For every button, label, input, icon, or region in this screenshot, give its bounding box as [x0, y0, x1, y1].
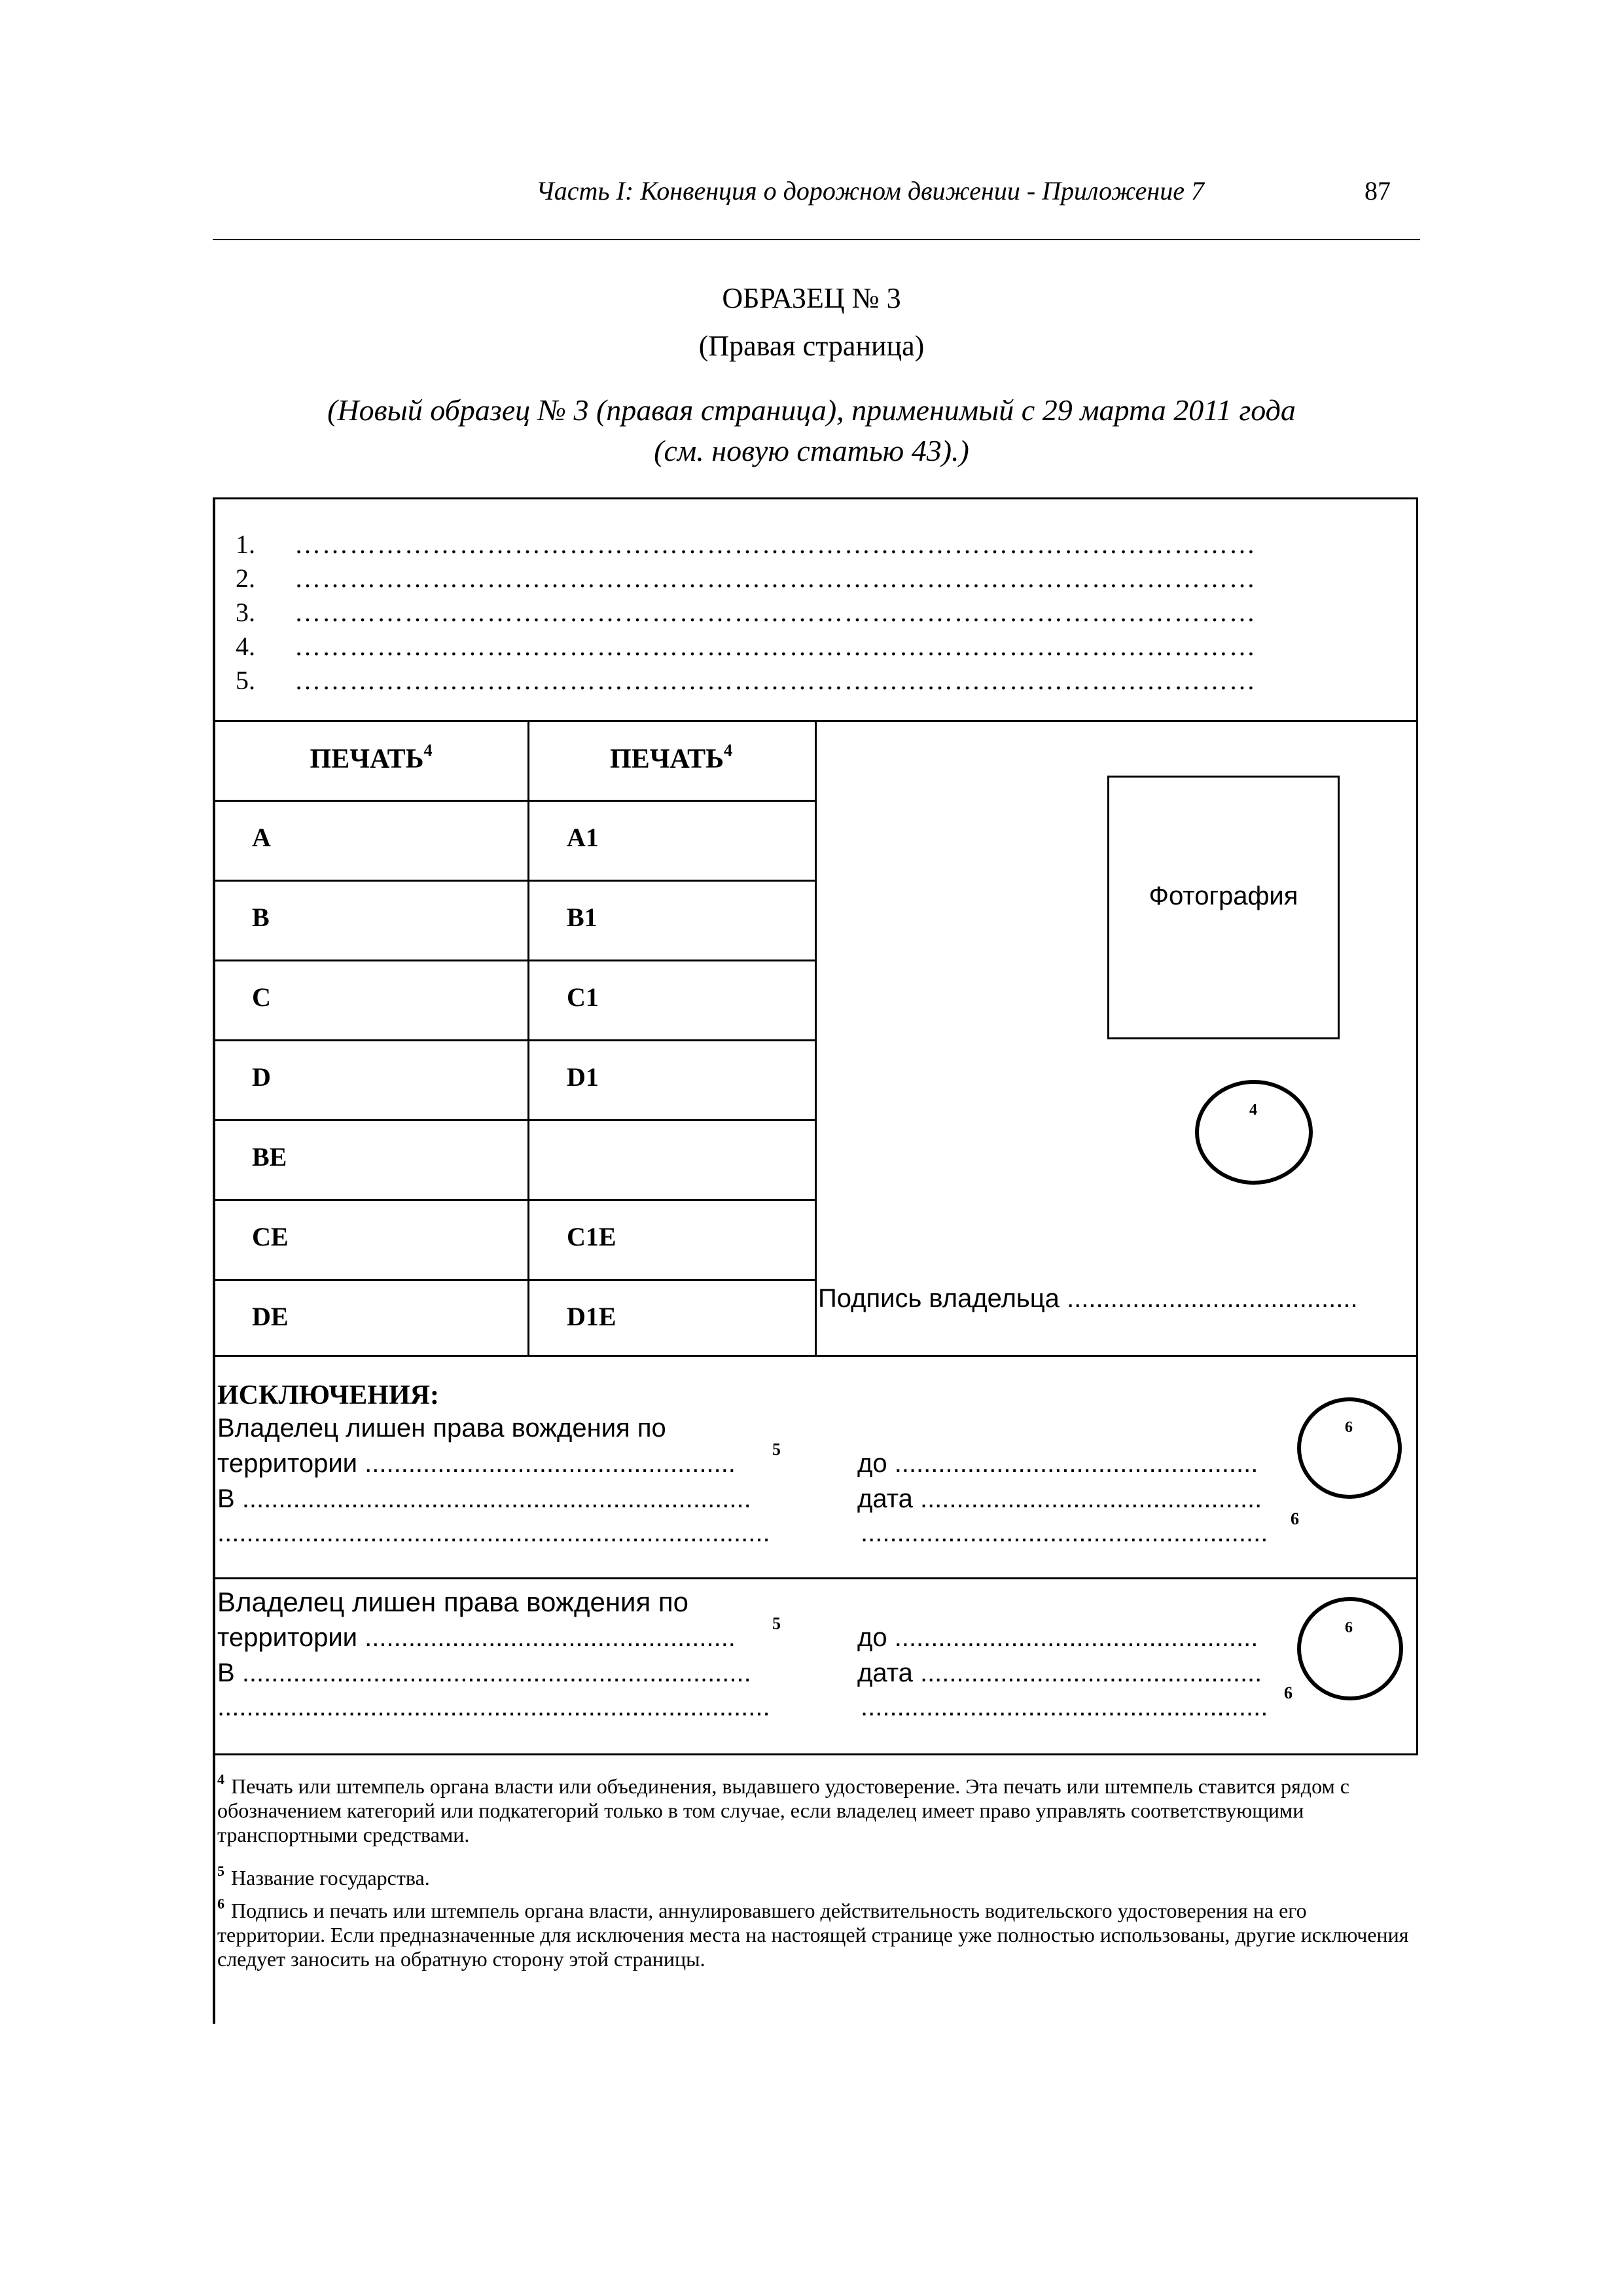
exclusion-2-sign-dots: ........................................................ [861, 1693, 1268, 1721]
form-note-line2: (см. новую статью 43).) [654, 434, 969, 467]
category-cell: DE [252, 1302, 289, 1331]
dotted-field: …………………………………………………………………………………………… [294, 564, 1257, 593]
category-cell: A [252, 823, 271, 852]
v-dots: ...................................................................... [241, 1484, 751, 1513]
numbered-line-5 [236, 665, 1257, 696]
footnote-mark: 5 [772, 1440, 781, 1459]
territory-label: территории [217, 1623, 358, 1652]
numbered-line-2 [236, 563, 1257, 594]
exclusion-1-v [217, 1484, 751, 1514]
exclusion-2-intro: Владелец лишен права вождения по [217, 1587, 689, 1617]
footnote-mark: 6 [1284, 1683, 1293, 1702]
exclusion-1-until [857, 1449, 1258, 1479]
numbered-line-1 [236, 529, 1257, 560]
exclusion-2-v [217, 1659, 751, 1688]
exclusions-heading: ИСКЛЮЧЕНИЯ: [217, 1380, 439, 1410]
line-number: 4. [236, 632, 255, 661]
owner-signature-label: Подпись владельца [818, 1284, 1060, 1313]
date-label: дата [857, 1659, 913, 1687]
exclusion-1-extra-dots: ............................................................................ [217, 1518, 770, 1547]
table-row-divider [213, 880, 816, 882]
until-dots: .................................................. [894, 1623, 1258, 1652]
until-label: до [857, 1449, 887, 1478]
date-dots: ............................................... [919, 1484, 1262, 1513]
circle-footnote-mark: 6 [1345, 1619, 1353, 1636]
category-cell: C [252, 982, 271, 1012]
dotted-field: …………………………………………………………………………………………… [294, 666, 1257, 695]
line-number: 2. [236, 564, 255, 593]
exclusion-1-date [857, 1484, 1262, 1514]
circle-footnote-mark: 6 [1345, 1419, 1353, 1436]
authority-stamp-circle-icon [1297, 1397, 1402, 1499]
subcategory-cell: A1 [567, 823, 599, 852]
separator-exclusion-1 [213, 1577, 1418, 1579]
subcategory-cell: C1 [567, 982, 599, 1012]
territory-dots: ................................................... [365, 1449, 736, 1478]
exclusion-1-intro: Владелец лишен права вождения по [217, 1414, 666, 1443]
subcategory-cell: C1E [567, 1222, 616, 1251]
footnote-text: Подпись и печать или штемпель органа власти, аннулировавшего действительность водительского удостоверения на его территории. Если предназначенные для исключения места на настоящей странице уже полностью использованы, другие исключения следует заносить на обратную сторону этой страницы. [217, 1899, 1409, 1971]
until-dots: .................................................. [894, 1449, 1258, 1478]
subcategory-cell: B1 [567, 903, 597, 932]
line-number: 3. [236, 598, 255, 627]
running-header-title: Часть I: Конвенция о дорожном движении - Приложение 7 [536, 176, 1204, 206]
v-label: В [217, 1659, 235, 1687]
subcategory-cell: D1E [567, 1302, 616, 1331]
footnote-6 [217, 1892, 1415, 1971]
table-row-divider [213, 1039, 816, 1041]
authority-stamp-circle-icon [1297, 1597, 1403, 1700]
left-margin-rule [213, 1755, 215, 2024]
exclusion-2-until [857, 1623, 1258, 1653]
date-label: дата [857, 1484, 913, 1513]
v-dots: ...................................................................... [241, 1659, 751, 1687]
exclusion-1-sign-dots: ........................................................ [861, 1518, 1268, 1547]
footnote-mark: 5 [772, 1614, 781, 1633]
table-row-divider [213, 1199, 816, 1201]
stamp-circle-icon [1195, 1080, 1313, 1185]
stamp-header-label: ПЕЧАТЬ [310, 744, 424, 774]
v-label: В [217, 1484, 235, 1513]
footnote-text: Название государства. [231, 1866, 430, 1890]
stamp-header-left [215, 741, 527, 775]
table-row-divider [213, 960, 816, 961]
form-note-line1: (Новый образец № 3 (правая страница), применимый с 29 марта 2011 года [327, 393, 1296, 427]
footnote-mark: 6 [1291, 1509, 1299, 1528]
line-number: 5. [236, 666, 255, 695]
page-number: 87 [1364, 176, 1391, 206]
form-subtitle: (Правая страница) [698, 330, 925, 362]
category-cell: D [252, 1062, 271, 1092]
footnote-mark: 4 [423, 741, 433, 760]
footnote-text: Печать или штемпель органа власти или объединения, выдавшего удостоверение. Эта печать или штемпель ставится рядом с обозначением категорий или подкатегорий только в том случае, если владелец имеет право управлять соответствующими транспортными средствами. [217, 1774, 1349, 1846]
stamp-header-right [527, 741, 815, 775]
numbered-line-4 [236, 631, 1257, 662]
date-dots: ............................................... [919, 1659, 1262, 1687]
territory-dots: ................................................... [365, 1623, 736, 1652]
table-row-divider [213, 1279, 816, 1281]
dotted-field: …………………………………………………………………………………………… [294, 632, 1257, 661]
footnote-number: 4 [217, 1771, 224, 1787]
table-column-divider [527, 720, 529, 1355]
owner-signature-dots: ........................................ [1067, 1284, 1358, 1313]
owner-signature-field [818, 1284, 1358, 1314]
header-rule [213, 239, 1420, 240]
dotted-field: …………………………………………………………………………………………… [294, 598, 1257, 627]
numbered-line-3 [236, 597, 1257, 628]
category-cell: B [252, 903, 270, 932]
footnote-4 [217, 1767, 1415, 1847]
exclusion-2-territory [217, 1623, 736, 1653]
subcategory-cell: D1 [567, 1062, 599, 1092]
photo-label: Фотография [1149, 882, 1298, 910]
dotted-field: …………………………………………………………………………………………… [294, 529, 1257, 559]
separator-categories [213, 1355, 1418, 1357]
category-cell: BE [252, 1142, 287, 1172]
footnote-number: 6 [217, 1895, 224, 1912]
footnote-number: 5 [217, 1863, 224, 1879]
form-title: ОБРАЗЕЦ № 3 [722, 282, 901, 314]
line-number: 1. [236, 529, 255, 559]
stamp-header-label: ПЕЧАТЬ [610, 744, 724, 774]
table-row-divider [213, 800, 816, 802]
footnote-mark: 4 [723, 741, 732, 760]
table-row-divider [213, 1119, 816, 1121]
exclusion-2-date [857, 1659, 1262, 1688]
exclusion-1-territory [217, 1449, 736, 1479]
territory-label: территории [217, 1449, 358, 1478]
stamp-footnote-mark: 4 [1249, 1102, 1257, 1119]
table-right-border [815, 720, 817, 1355]
until-label: до [857, 1623, 887, 1652]
exclusion-2-extra-dots: ............................................................................ [217, 1693, 770, 1721]
category-cell: CE [252, 1222, 289, 1251]
footnote-5 [217, 1859, 1415, 1890]
